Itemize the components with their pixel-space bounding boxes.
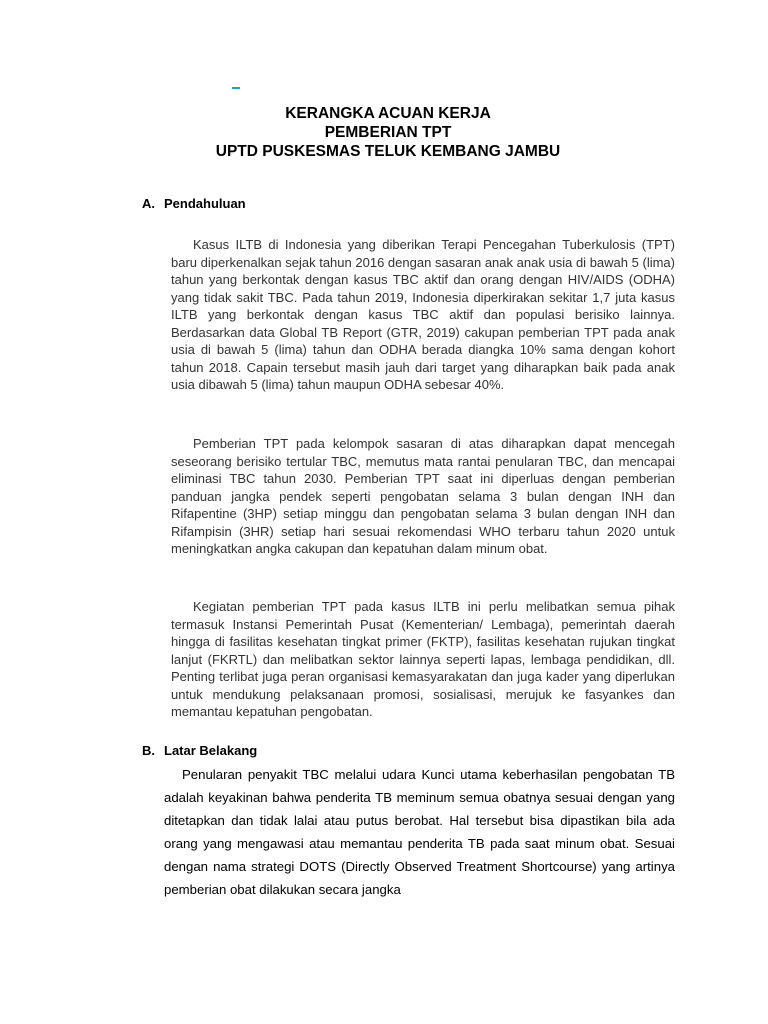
section-b-paragraph-1: Penularan penyakit TBC melalui udara Kunci utama keberhasilan pengobatan TB adalah keyakinan bahwa penderita TB meminum semua obatnya sesuai dengan yang ditetapkan dan tidak lalai atau putus berobat. Hal tersebut bisa dipastikan bila ada orang yang mengawasi atau memantau penderita TB pada saat minum obat. Sesuai dengan nama strategi DOTS (Directly Observed Treatment Shortcourse) yang artinya pemberian obat dilakukan secara jangka (164, 767, 675, 897)
section-b-letter: B. (142, 743, 155, 758)
title-line-3: UPTD PUSKESMAS TELUK KEMBANG JAMBU (215, 143, 561, 160)
section-a-heading (142, 196, 246, 212)
section-a-paragraph-2: Pemberian TPT pada kelompok sasaran di atas diharapkan dapat mencegah seseorang berisiko tertular TBC, memutus mata rantai penularan TBC, dan mencapai eliminasi TBC tahun 2030. Pemberian TPT saat ini diperluas dengan pemberian panduan jangka pendek seperti pengobatan selama 3 bulan dengan INH dan Rifapentine (3HP) setiap minggu dan pengobatan selama 3 bulan dengan INH dan Rifampisin (3HR) setiap hari sesuai rekomendasi WHO terbaru tahun 2020 untuk meningkatkan angka cakupan dan kepatuhan dalam minum obat. (171, 436, 675, 556)
text-cursor-mark (232, 87, 240, 89)
section-a-paragraph-3: Kegiatan pemberian TPT pada kasus ILTB ini perlu melibatkan semua pihak termasuk Instansi Pemerintah Pusat (Kementerian/ Lembaga), pemerintah daerah hingga di fasilitas kesehatan tingkat primer (FKTP), fasilitas kesehatan rujukan tingkat lanjut (FKRTL) dan melibatkan sektor lainnya seperti lapas, lembaga pendidikan, dll. Penting terlibat juga peran organisasi kemasyarakatan dan juga kader yang diperlukan untuk mendukung pelaksanaan promosi, sosialisasi, merujuk ke fasyankes dan memantau kepatuhan pengobatan. (171, 599, 675, 719)
document-title (0, 104, 768, 161)
title-line-2: PEMBERIAN TPT (324, 124, 452, 141)
section-a-letter: A. (142, 196, 155, 211)
title-line-1: KERANGKA ACUAN KERJA (285, 105, 491, 122)
section-a-title: Pendahuluan (164, 196, 246, 211)
section-b-title: Latar Belakang (164, 743, 258, 758)
section-b-heading (142, 743, 257, 759)
section-a-paragraph-1: Kasus ILTB di Indonesia yang diberikan Terapi Pencegahan Tuberkulosis (TPT) baru diperkenalkan sejak tahun 2016 dengan sasaran anak anak usia di bawah 5 (lima) tahun yang berkontak dengan kasus TBC aktif dan orang dengan HIV/AIDS (ODHA) yang tidak sakit TBC. Pada tahun 2019, Indonesia diperkirakan sekitar 1,7 juta kasus ILTB yang berkontak dengan kasus TBC aktif dan populasi berisiko lainnya. Berdasarkan data Global TB Report (GTR, 2019) cakupan pemberian TPT pada anak usia di bawah 5 (lima) tahun dan ODHA berada diangka 10% sama dengan kohort tahun 2018. Capain tersebut masih jauh dari target yang diharapkan baik pada anak usia dibawah 5 (lima) tahun maupun ODHA sebesar 40%. (171, 237, 675, 392)
